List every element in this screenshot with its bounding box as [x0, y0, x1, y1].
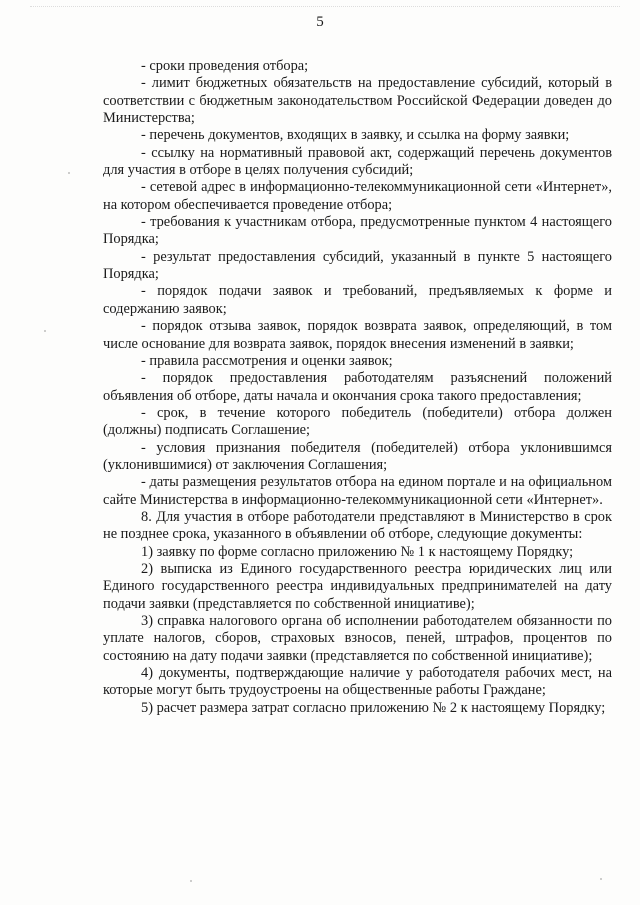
scan-speck [190, 880, 192, 882]
paragraph: - результат предоставления субсидий, указанный в пункте 5 настоящего Порядка; [103, 248, 612, 283]
scan-speck [600, 878, 602, 880]
paragraph: - требования к участникам отбора, предусмотренные пунктом 4 настоящего Порядка; [103, 214, 612, 248]
paragraph: 5) расчет размера затрат согласно приложению № 2 к настоящему Порядку; [141, 699, 606, 716]
paragraph: 2) выписка из Единого государственного реестра юридических лиц или Единого государственного реестра индивидуальных предпринимателей на дату подачи заявки (представляется по собственной инициативе); [103, 560, 612, 612]
paragraph: - порядок отзыва заявок, порядок возврата заявок, определяющий, в том числе основание для возврата заявок, порядок внесения изменений в заявки; [103, 318, 612, 352]
paragraph: 1) заявку по форме согласно приложению № 1 к настоящему Порядку; [141, 543, 574, 560]
page-number: 5 [316, 14, 324, 30]
paragraph: 3) справка налогового органа об исполнении работодателем обязанности по уплате налогов, сборов, страховых взносов, пеней, штрафов, процентов по состоянию на дату подачи заявки (представляется по собственной инициативе); [103, 613, 612, 664]
paragraph: - сроки проведения отбора; [141, 58, 309, 74]
scan-artifact-line [30, 6, 620, 9]
paragraph: - порядок подачи заявок и требований, предъявляемых к форме и содержанию заявок; [103, 283, 612, 317]
paragraph: - лимит бюджетных обязательств на предоставление субсидий, который в соответствии с бюджетным законодательством Российской Федерации доведен до Министерства; [103, 75, 612, 127]
paragraph: - даты размещения результатов отбора на едином портале и на официальном сайте Министерства в информационно-телекоммуникационной сети «Интернет». [103, 474, 612, 508]
paragraph: - порядок предоставления работодателям разъяснений положений объявления об отборе, даты начала и окончания срока такого предоставления; [103, 370, 612, 404]
paragraph: 8. Для участия в отборе работодатели представляют в Министерство в срок не позднее срока, указанного в объявлении об отборе, следующие документы: [103, 508, 612, 543]
paragraph: - ссылку на нормативный правовой акт, содержащий перечень документов для участия в отборе в целях получения субсидий; [103, 144, 612, 179]
paragraph: 4) документы, подтверждающие наличие у работодателя рабочих мест, на которые могут быть трудоустроены на общественные работы Граждане; [103, 665, 612, 699]
paragraph: - сетевой адрес в информационно-телекоммуникационной сети «Интернет», на котором обеспечивается проведение отбора; [103, 179, 612, 213]
paragraph: - условия признания победителя (победителей) отбора уклонившимся (уклонившимися) от заключения Соглашения; [103, 439, 612, 473]
document-body [103, 58, 612, 717]
scan-speck [68, 172, 70, 174]
paragraph: - перечень документов, входящих в заявку, и ссылка на форму заявки; [141, 127, 570, 144]
paragraph: - правила рассмотрения и оценки заявок; [141, 352, 393, 369]
scan-speck [44, 330, 46, 332]
paragraph: - срок, в течение которого победитель (победители) отбора должен (должны) подписать Соглашение; [103, 404, 612, 439]
